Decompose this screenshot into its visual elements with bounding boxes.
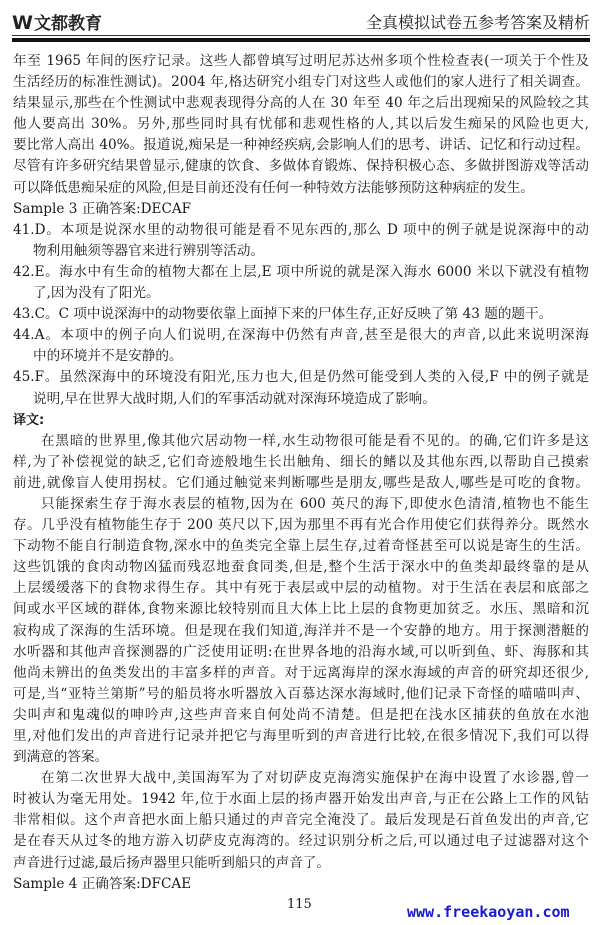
text-line: 说明,早在世界大战时期,人们的军事活动就对深海环境造成了影响。 xyxy=(33,390,436,407)
text-line: 样,为了补偿视觉的缺乏,它们奇迹般地生长出触角、细长的鳍以及其他东西,以帮助自己摸索 xyxy=(13,453,589,470)
text-line: 时被认为毫无用处。1942 年,位于水面上层的扬声器开始发出声音,与正在公路上工作的风钻 xyxy=(13,791,589,808)
answer-key: Sample 3 正确答案:DECAF xyxy=(13,200,192,217)
text-line: 他尚未辨出的鱼类发出的丰富多样的声音。对于远离海岸的深水海域的声音的研究却还很少, xyxy=(13,664,589,681)
text-line: 在第二次世界大战中,美国海军为了对切萨皮克海湾实施保护在海中设置了水诊器,曾一 xyxy=(41,770,589,787)
text-line: 前进,就像盲人使用拐杖。它们通过触觉来判断哪些是朋友,哪些是敌人,哪些是可吃的食物。 xyxy=(13,474,589,491)
text-line: 可以降低患痴呆症的风险,但是目前还没有任何一种特效方法能够预防这种病症的发生。 xyxy=(13,179,534,196)
document-body xyxy=(13,51,589,895)
translation-heading: 译文: xyxy=(13,412,45,428)
header-thin-rule xyxy=(12,35,590,36)
text-line: 尖叫声和鬼魂似的呻吟声,这些声音来自何处尚不清楚。但是把在浅水区捕获的鱼放在水池 xyxy=(13,706,589,723)
logo-mark: W xyxy=(12,12,30,34)
text-line: 中的环境并不是安静的。 xyxy=(33,348,183,365)
text-line: 非常相似。这个声音把水面上船只通过的声音完全淹没了。最后发现是石首鱼发出的声音,它 xyxy=(13,812,589,829)
answer-item-44: 44.A。本项中的例子向人们说明,在深海中仍然有声音,甚至是很大的声音,以此来说明深海 xyxy=(13,327,589,344)
page-number: 115 xyxy=(287,897,312,912)
text-line: 下动物不能自行制造食物,深水中的鱼类完全靠上层生存,过着奇怪甚至可以说是寄生的生活。 xyxy=(13,538,589,555)
text-line: 可是,当“亚特兰第斯”号的船员将水听器放入百慕达深水海域时,他们记录下奇怪的喵喵叫声、 xyxy=(13,685,589,702)
answer-item-43: 43.C。C 项中说深海中的动物要依靠上面掉下来的尸体生存,正好反映了第 43 题的题干。 xyxy=(13,306,553,323)
text-line: 到满意的答案。 xyxy=(13,749,109,766)
text-line: 他人要高出 30%。另外,那些同时具有忧郁和悲观性格的人,其以后发生痴呆的风险也更大, xyxy=(13,116,589,133)
text-line: 只能探索生存于海水表层的植物,因为在 600 英尺的海下,即使水色清清,植物也不能生 xyxy=(41,495,589,512)
answer-key: Sample 4 正确答案:DFCAE xyxy=(13,875,192,892)
answer-item-41: 41.D。本项是说深水里的动物很可能是看不见东西的,那么 D 项中的例子就是说深海中的动 xyxy=(13,221,589,238)
text-line: 尽管有许多研究结果曾显示,健康的饮食、多做体育锻炼、保持积极心态、多做拼图游戏等活动 xyxy=(13,158,589,175)
watermark-url[interactable]: www.freekaoyan.com xyxy=(407,903,570,921)
text-line: 这些饥饿的食肉动物凶猛而残忍地蚕食同类,但是,整个生活于深水中的鱼类却最终靠的是从 xyxy=(13,559,589,576)
text-line: 在黑暗的世界里,像其他穴居动物一样,水生动物很可能是看不见的。的确,它们许多是这 xyxy=(41,432,589,449)
text-line: 存。几乎没有植物能生存于 200 英尺以下,因为那里不再有光合作用使它们获得养分。既然水 xyxy=(13,517,589,534)
answer-item-42: 42.E。海水中有生命的植物大都在上层,E 项中所说的就是深入海水 6000 米以下就没有植物 xyxy=(13,263,589,280)
text-line: 年至 1965 年间的医疗记录。这些人都曾填写过明尼苏达州多项个性检查表(一项关于个性及 xyxy=(13,53,589,69)
text-line: 寂构成了深海的生活环境。但是现在我们知道,海洋并不是一个安静的地方。用于探测潜艇的 xyxy=(13,622,589,639)
logo-text: 文都教育 xyxy=(33,14,102,34)
text-line: 上层缓缓落下的食物求得生存。其中有死于表层或中层的动植物。对于生活在表层和底部之 xyxy=(13,580,589,597)
page-header xyxy=(0,0,600,44)
text-line: 声音进行过滤,最后扬声器里只能听到船只的声音了。 xyxy=(13,854,330,871)
text-line: 水听器和其他声音探测器的广泛使用证明:在世界各地的沿海水域,可以听到鱼、虾、海豚和其 xyxy=(13,643,589,660)
text-line: 是在春天从过冬的地方游入切萨皮克海湾的。经过识别分析之后,可以通过电子过滤器对这个 xyxy=(13,833,589,850)
text-line: 结果显示,那些在个性测试中悲观表现得分高的人在 30 年至 40 年之后出现痴呆的风险较之其 xyxy=(13,95,589,112)
text-line: 间或水平区域的群体,食物来源比较特别而且大体上比上层的食物更加贫乏。水压、黑暗和沉 xyxy=(13,601,589,618)
text-line: 物利用触须等器官来进行辨别等活动。 xyxy=(33,242,265,259)
text-line: 要比常人高出 40%。报道说,痴呆是一种神经疾病,会影响人们的思考、讲话、记忆和行动过程。 xyxy=(13,137,589,154)
publisher-logo xyxy=(12,9,102,34)
header-title: 全真模拟试卷五参考答案及精析 xyxy=(365,13,590,32)
answer-item-45: 45.F。虽然深海中的环境没有阳光,压力也大,但是仍然可能受到人类的入侵,F 中的例子就是 xyxy=(13,369,589,386)
text-line: 生活经历的标准性测试)。2004 年,格达研究小组专门对这些人或他们的家人进行了相关调查。 xyxy=(13,74,589,91)
text-line: 里,对他们发出的声音进行记录并把它与海里听到的声音进行比较,在很多情况下,我们可以得 xyxy=(13,728,589,744)
text-line: 了,因为没有了阳光。 xyxy=(33,285,160,302)
header-thick-rule xyxy=(12,38,590,42)
